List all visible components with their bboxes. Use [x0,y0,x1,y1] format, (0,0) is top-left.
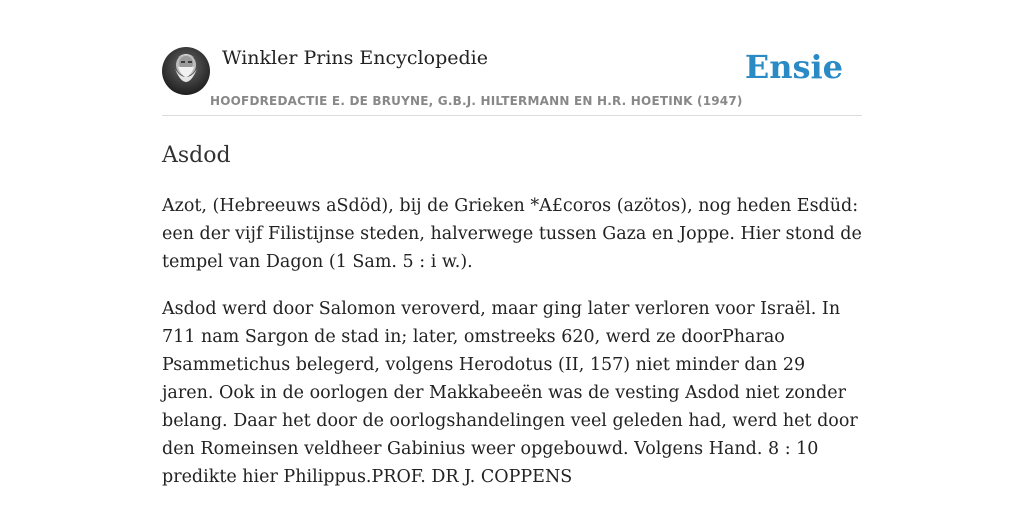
editors-credit: HOOFDREDACTIE E. DE BRUYNE, G.B.J. HILTERMANN EN H.R. HOETINK (1947) [210,94,743,108]
article-title: Asdod [162,143,231,168]
encyclopedia-title[interactable]: Winkler Prins Encyclopedie [222,47,488,69]
article-card [162,44,862,491]
article-paragraph: Azot, (Hebreeuws aSdöd), bij de Grieken *A£coros (azötos), nog heden Esdüd: een der vijf Filistijnse steden, halverwege tussen Gaza en Joppe. Hier stond de tempel van Dagon (1 Sam. 5 : i w.). [162,196,862,272]
portrait-photo-icon[interactable] [162,47,210,95]
brand-logo[interactable]: Ensie [744,48,843,86]
article-paragraph: Asdod werd door Salomon veroverd, maar ging later verloren voor Israël. In 711 nam Sargon de stad in; later, omstreeks 620, werd ze doorPharao Psammetichus belegerd, volgens Herodotus (II, 157) niet minder dan 29 jaren. Ook in de oorlogen der Makkabeeën was de vesting Asdod niet zonder belang. Daar het door de oorlogshandelingen veel geleden had, werd het door den Romeinsen veldheer Gabinius weer opgebouwd. Volgens Hand. 8 : 10 predikte hier Philippus.PROF. DR J. COPPENS [162,299,858,487]
header [162,44,862,116]
